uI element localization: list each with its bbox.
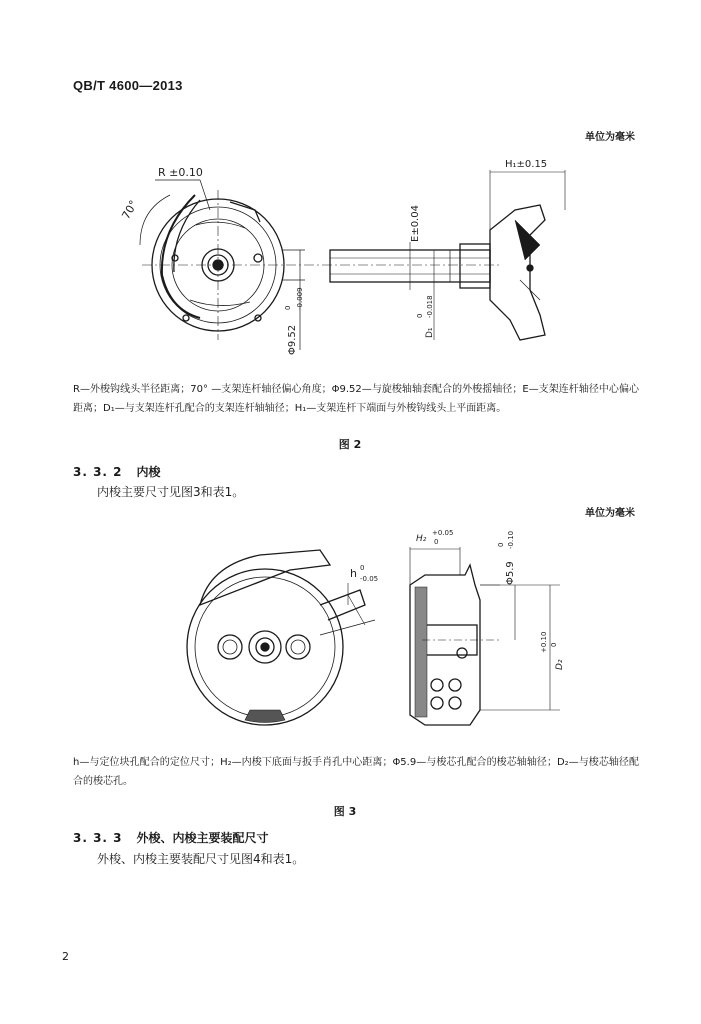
label-d2-tol-upper: +0.10 — [540, 631, 548, 653]
figure-3-drawing — [170, 525, 590, 750]
section-title: 内梭 — [136, 465, 161, 479]
label-h-tol-lower: -0.05 — [360, 575, 379, 583]
label-d2-tol-lower: 0 — [550, 642, 558, 647]
unit-note-fig3: 单位为毫米 — [585, 508, 635, 519]
label-angle: 70° — [119, 198, 141, 222]
label-phi59-tol-upper: 0 — [497, 542, 505, 547]
label-h2-tol-upper: +0.05 — [432, 529, 454, 537]
label-d2: D₂ — [555, 659, 565, 670]
figure-3-caption: h—与定位块孔配合的定位尺寸；H₂—内梭下底面与扳手肖孔中心距离；Φ5.9—与梭芯孔配合的梭芯轴轴径；D₂—与梭芯轴径配合的梭芯孔。 — [73, 757, 639, 787]
section-3-3-3-heading — [73, 829, 269, 846]
label-phi952-tol-upper: 0 — [284, 305, 292, 310]
figure-2-label: 图 2 — [338, 438, 362, 451]
label-h: h — [350, 567, 357, 580]
standard-code: QB/T 4600—2013 — [73, 78, 183, 93]
label-h2-tol-lower: 0 — [434, 538, 439, 546]
section-3-3-2-paragraph: 内梭主要尺寸见图3和表1。 — [97, 485, 245, 499]
label-r: R ±0.10 — [158, 166, 203, 179]
section-3-3-3-paragraph: 外梭、内梭主要装配尺寸见图4和表1。 — [97, 852, 305, 866]
label-d1: D₁ — [425, 327, 435, 338]
section-number: 3. 3. 2 — [73, 465, 123, 479]
figure-3-label: 图 3 — [333, 805, 357, 818]
page-number: 2 — [62, 950, 69, 963]
unit-note-fig2: 单位为毫米 — [585, 132, 635, 143]
section-3-3-2-heading — [73, 463, 161, 480]
section-number: 3. 3. 3 — [73, 831, 123, 845]
section-title: 外梭、内梭主要装配尺寸 — [136, 831, 269, 845]
label-phi59-tol-lower: -0.10 — [507, 530, 515, 549]
label-phi952: Φ9.52 — [287, 324, 298, 355]
figure-2-caption: R—外梭钩线头半径距离；70° —支架连杆轴径偏心角度；Φ9.52—与旋梭轴轴套配合的外梭摇轴径；E—支架连杆轴径中心偏心距离；D₁—与支架连杆孔配合的支架连杆轴轴径；H₁—支架连杆下端面与外梭钩线头上平面距离。 — [73, 384, 639, 414]
label-e: E±0.04 — [410, 205, 421, 242]
label-d1-tol-upper: 0 — [416, 313, 424, 318]
label-h2: H₂ — [416, 534, 427, 544]
label-h-tol-upper: 0 — [360, 564, 365, 572]
label-d1-tol-lower: -0.018 — [426, 295, 434, 318]
label-phi59: Φ5.9 — [505, 561, 516, 585]
label-h1: H₁±0.15 — [505, 159, 548, 170]
label-phi952-tol-lower: -0.009 — [296, 287, 304, 310]
figure-2-drawing — [100, 150, 600, 375]
